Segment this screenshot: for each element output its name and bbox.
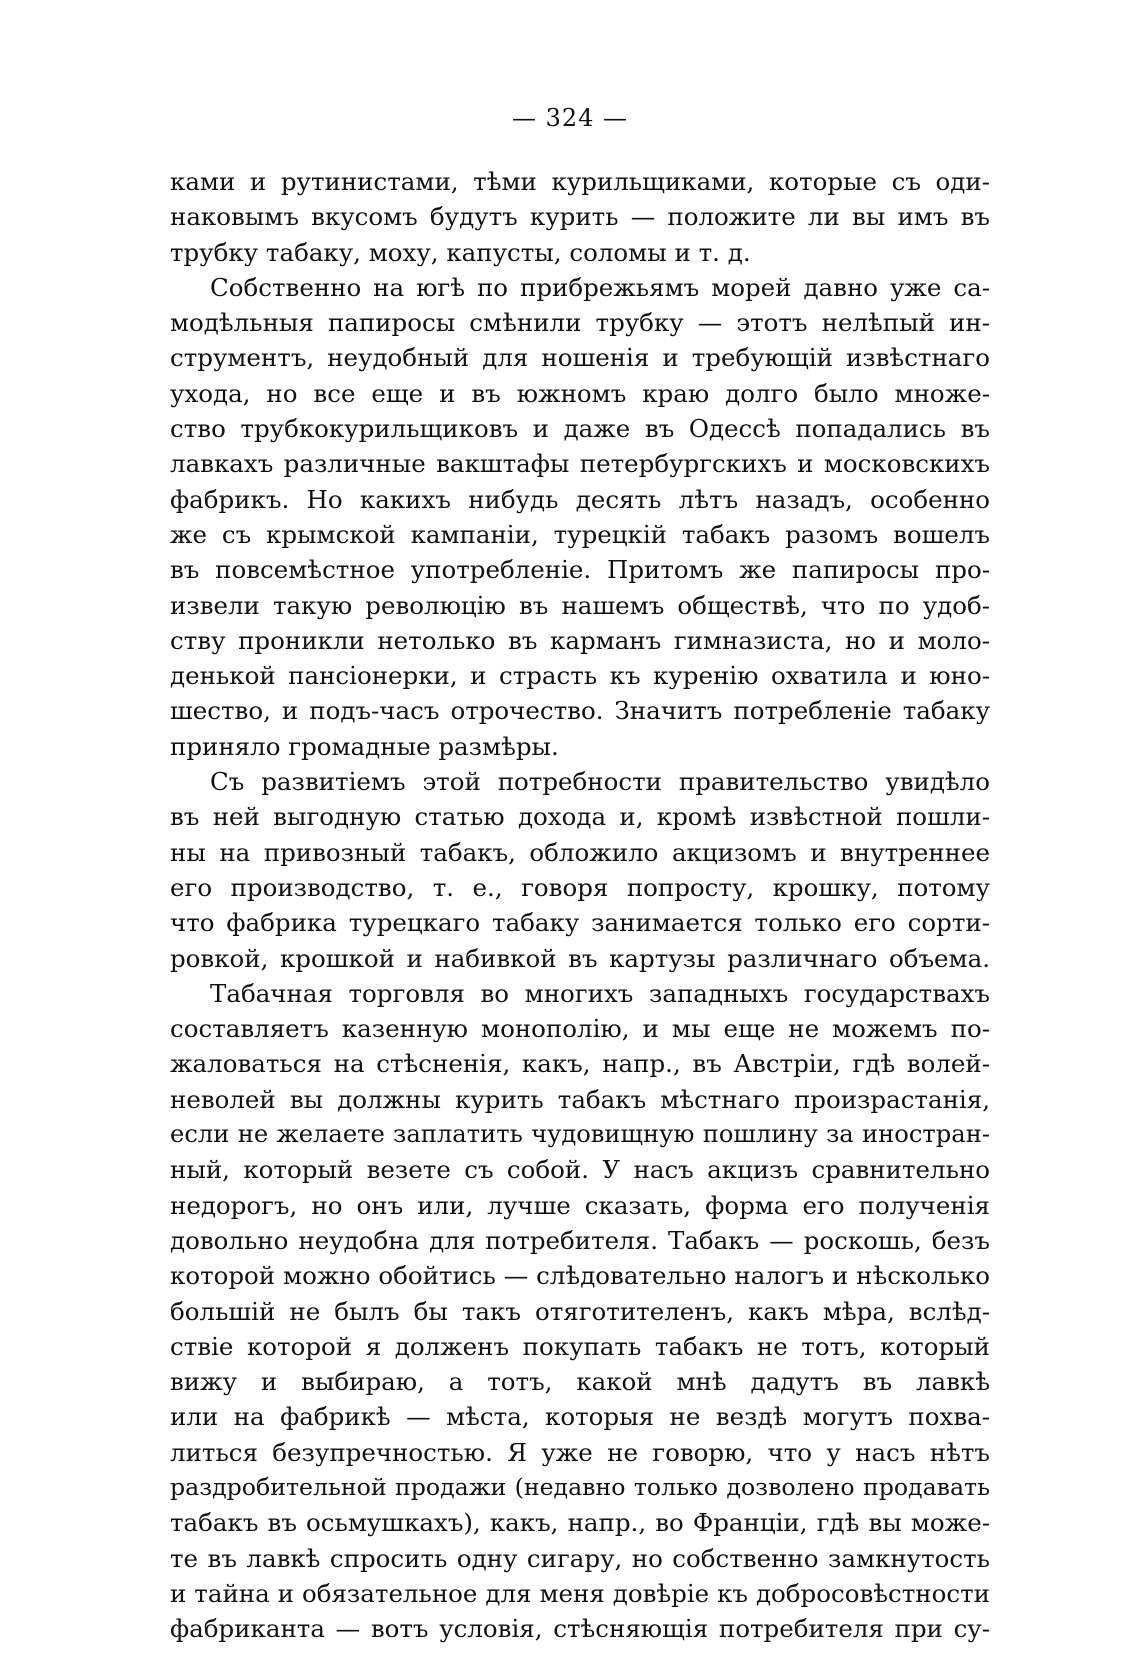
text-line: те въ лавкѣ спросить одну сигару, но собственно замкнутость [170,1543,990,1573]
text-line: модѣльныя папиросы смѣнили трубку — этотъ нелѣпый ин- [170,308,990,338]
text-line: если не желаете заплатить чудовищную пошлину за иностран- [170,1120,990,1149]
text-line: ный, который везете съ собой. У насъ акцизъ сравнительно [170,1155,990,1185]
text-line: вижу и выбираю, а тотъ, какой мнѣ дадутъ въ лавкѣ [170,1367,990,1397]
text-line: ству проникли нетолько въ карманъ гимназиста, но и моло- [170,625,990,655]
text-line: ками и рутинистами, тѣми курильщиками, которые съ оди- [170,167,990,196]
text-line: струментъ, неудобный для ношенія и требующій извѣстнаго [170,343,990,373]
text-line: довольно неудобна для потребителя. Табакъ — роскошь, безъ [170,1225,990,1255]
text-line: Табачная торговля во многихъ западныхъ государствахъ [210,978,990,1008]
text-line: же съ крымской кампаніи, турецкій табакъ разомъ вошелъ [170,519,990,549]
text-line: составляетъ казенную монополію, и мы еще не можемъ по- [170,1014,990,1044]
text-line: литься безупречностью. Я уже не говорю, что у насъ нѣтъ [170,1437,990,1467]
text-line: большій не былъ бы такъ отяготителенъ, какъ мѣра, вслѣд- [170,1296,990,1326]
text-line: въ ней выгодную статью дохода и, кромѣ извѣстной пошли- [170,802,990,832]
text-line: неволей вы должны курить табакъ мѣстнаго произрастанія, [170,1084,990,1114]
text-line: приняло громадные размѣры. [170,731,559,761]
text-line: шество, и подъ-часъ отрочество. Значитъ потребленіе табаку [170,696,990,726]
page-number: — 324 — [511,104,629,132]
text-line: и тайна и обязательное для меня довѣріе къ добросовѣстности [170,1578,990,1608]
text-line: фабриканта — вотъ условія, стѣсняющія потребителя при су- [170,1614,990,1644]
text-line: недорогъ, но онъ или, лучше сказать, форма его полученія [170,1190,990,1220]
text-line: ухода, но все еще и въ южномъ краю долго было множе- [170,378,990,408]
text-line: извели такую революцію въ нашемъ обществѣ, что по удоб- [170,590,990,620]
text-line: ство трубкокурильщиковъ и даже въ Одессѣ попадались въ [170,414,990,444]
text-line: жаловаться на стѣсненія, какъ, напр., въ Австріи, гдѣ волей- [170,1049,990,1079]
text-line: его производство, т. е., говоря попросту, крошку, потому [170,872,990,902]
text-line: раздробительной продажи (недавно только дозволено продавать [170,1472,990,1501]
text-line: или на фабрикѣ — мѣста, которыя не вездѣ могутъ похва- [170,1402,990,1432]
text-line: фабрикъ. Но какихъ нибудь десять лѣтъ назадъ, особенно [170,484,990,514]
text-line: ны на привозный табакъ, обложило акцизомъ и внутреннее [170,837,990,867]
body-text [170,164,990,1646]
text-line: что фабрика турецкаго табаку занимается только его сорти- [170,908,990,938]
text-line: которой можно обойтись — слѣдовательно налогъ и нѣсколько [170,1261,990,1291]
text-line: лавкахъ различные вакштафы петербургскихъ и московскихъ [170,449,990,479]
text-line: Съ развитіемъ этой потребности правительство увидѣло [210,767,990,797]
text-line: въ повсемѣстное употребленіе. Притомъ же папиросы про- [170,555,990,585]
text-line: денькой пансіонерки, и страсть къ куренію охватила и юно- [170,661,990,691]
text-line: Собственно на югѣ по прибрежьямъ морей давно уже са- [210,272,990,302]
text-line: трубку табаку, моху, капусты, соломы и т. д. [170,237,751,267]
text-line: табакъ въ осьмушкахъ), какъ, напр., во Франціи, гдѣ вы може- [170,1508,990,1538]
text-line: наковымъ вкусомъ будутъ курить — положите ли вы имъ въ [170,202,990,232]
text-line: ствіе которой я долженъ покупать табакъ не тотъ, который [170,1331,990,1361]
text-line: ровкой, крошкой и набивкой въ картузы различнаго объема. [170,943,990,973]
